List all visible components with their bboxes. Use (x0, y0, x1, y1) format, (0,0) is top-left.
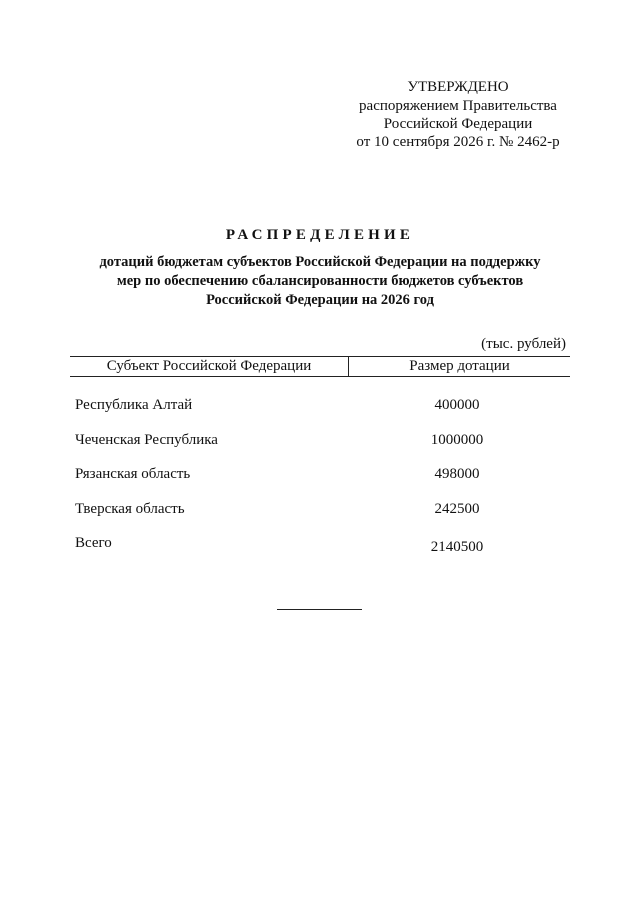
table-total-row (70, 533, 570, 568)
row-amount: 498000 (434, 466, 480, 482)
total-label: Всего (75, 535, 112, 551)
table-body (70, 395, 570, 568)
header-amount: Размер дотации (409, 358, 510, 374)
row-subject: Тверская область (75, 500, 185, 517)
row-subject: Рязанская область (75, 466, 191, 482)
document-subtitle (60, 253, 580, 310)
row-subject: Республика Алтай (75, 397, 193, 413)
approval-heading: УТВЕРЖДЕНО (407, 79, 509, 95)
header-subject: Субъект Российской Федерации (70, 357, 349, 376)
distribution-table (70, 356, 570, 568)
table-header (70, 356, 570, 377)
total-amount: 2140500 (430, 539, 484, 555)
row-amount: 242500 (434, 500, 480, 517)
approval-line-2: Российской Федерации (383, 116, 533, 132)
approval-line-1: распоряжением Правительства (359, 98, 557, 114)
row-amount: 400000 (434, 397, 480, 413)
table-row (70, 395, 570, 430)
closing-divider (277, 609, 362, 610)
row-amount: 1000000 (430, 431, 484, 448)
approval-block (340, 78, 576, 151)
table-row (70, 464, 570, 499)
subtitle-line-3: Российской Федерации на 2026 год (206, 292, 434, 308)
subtitle-line-1: дотаций бюджетам субъектов Российской Федерации на поддержку (99, 254, 541, 270)
row-subject: Чеченская Республика (75, 431, 218, 448)
subtitle-line-2: мер по обеспечению сбалансированности бюджетов субъектов (116, 273, 524, 289)
table-row (70, 430, 570, 465)
table-row (70, 499, 570, 534)
title-block (60, 225, 580, 310)
approval-line-3: от 10 сентября 2026 г. № 2462-р (356, 134, 560, 150)
document-title: РАСПРЕДЕЛЕНИЕ (225, 227, 415, 243)
units-label: (тыс. рублей) (481, 336, 566, 352)
